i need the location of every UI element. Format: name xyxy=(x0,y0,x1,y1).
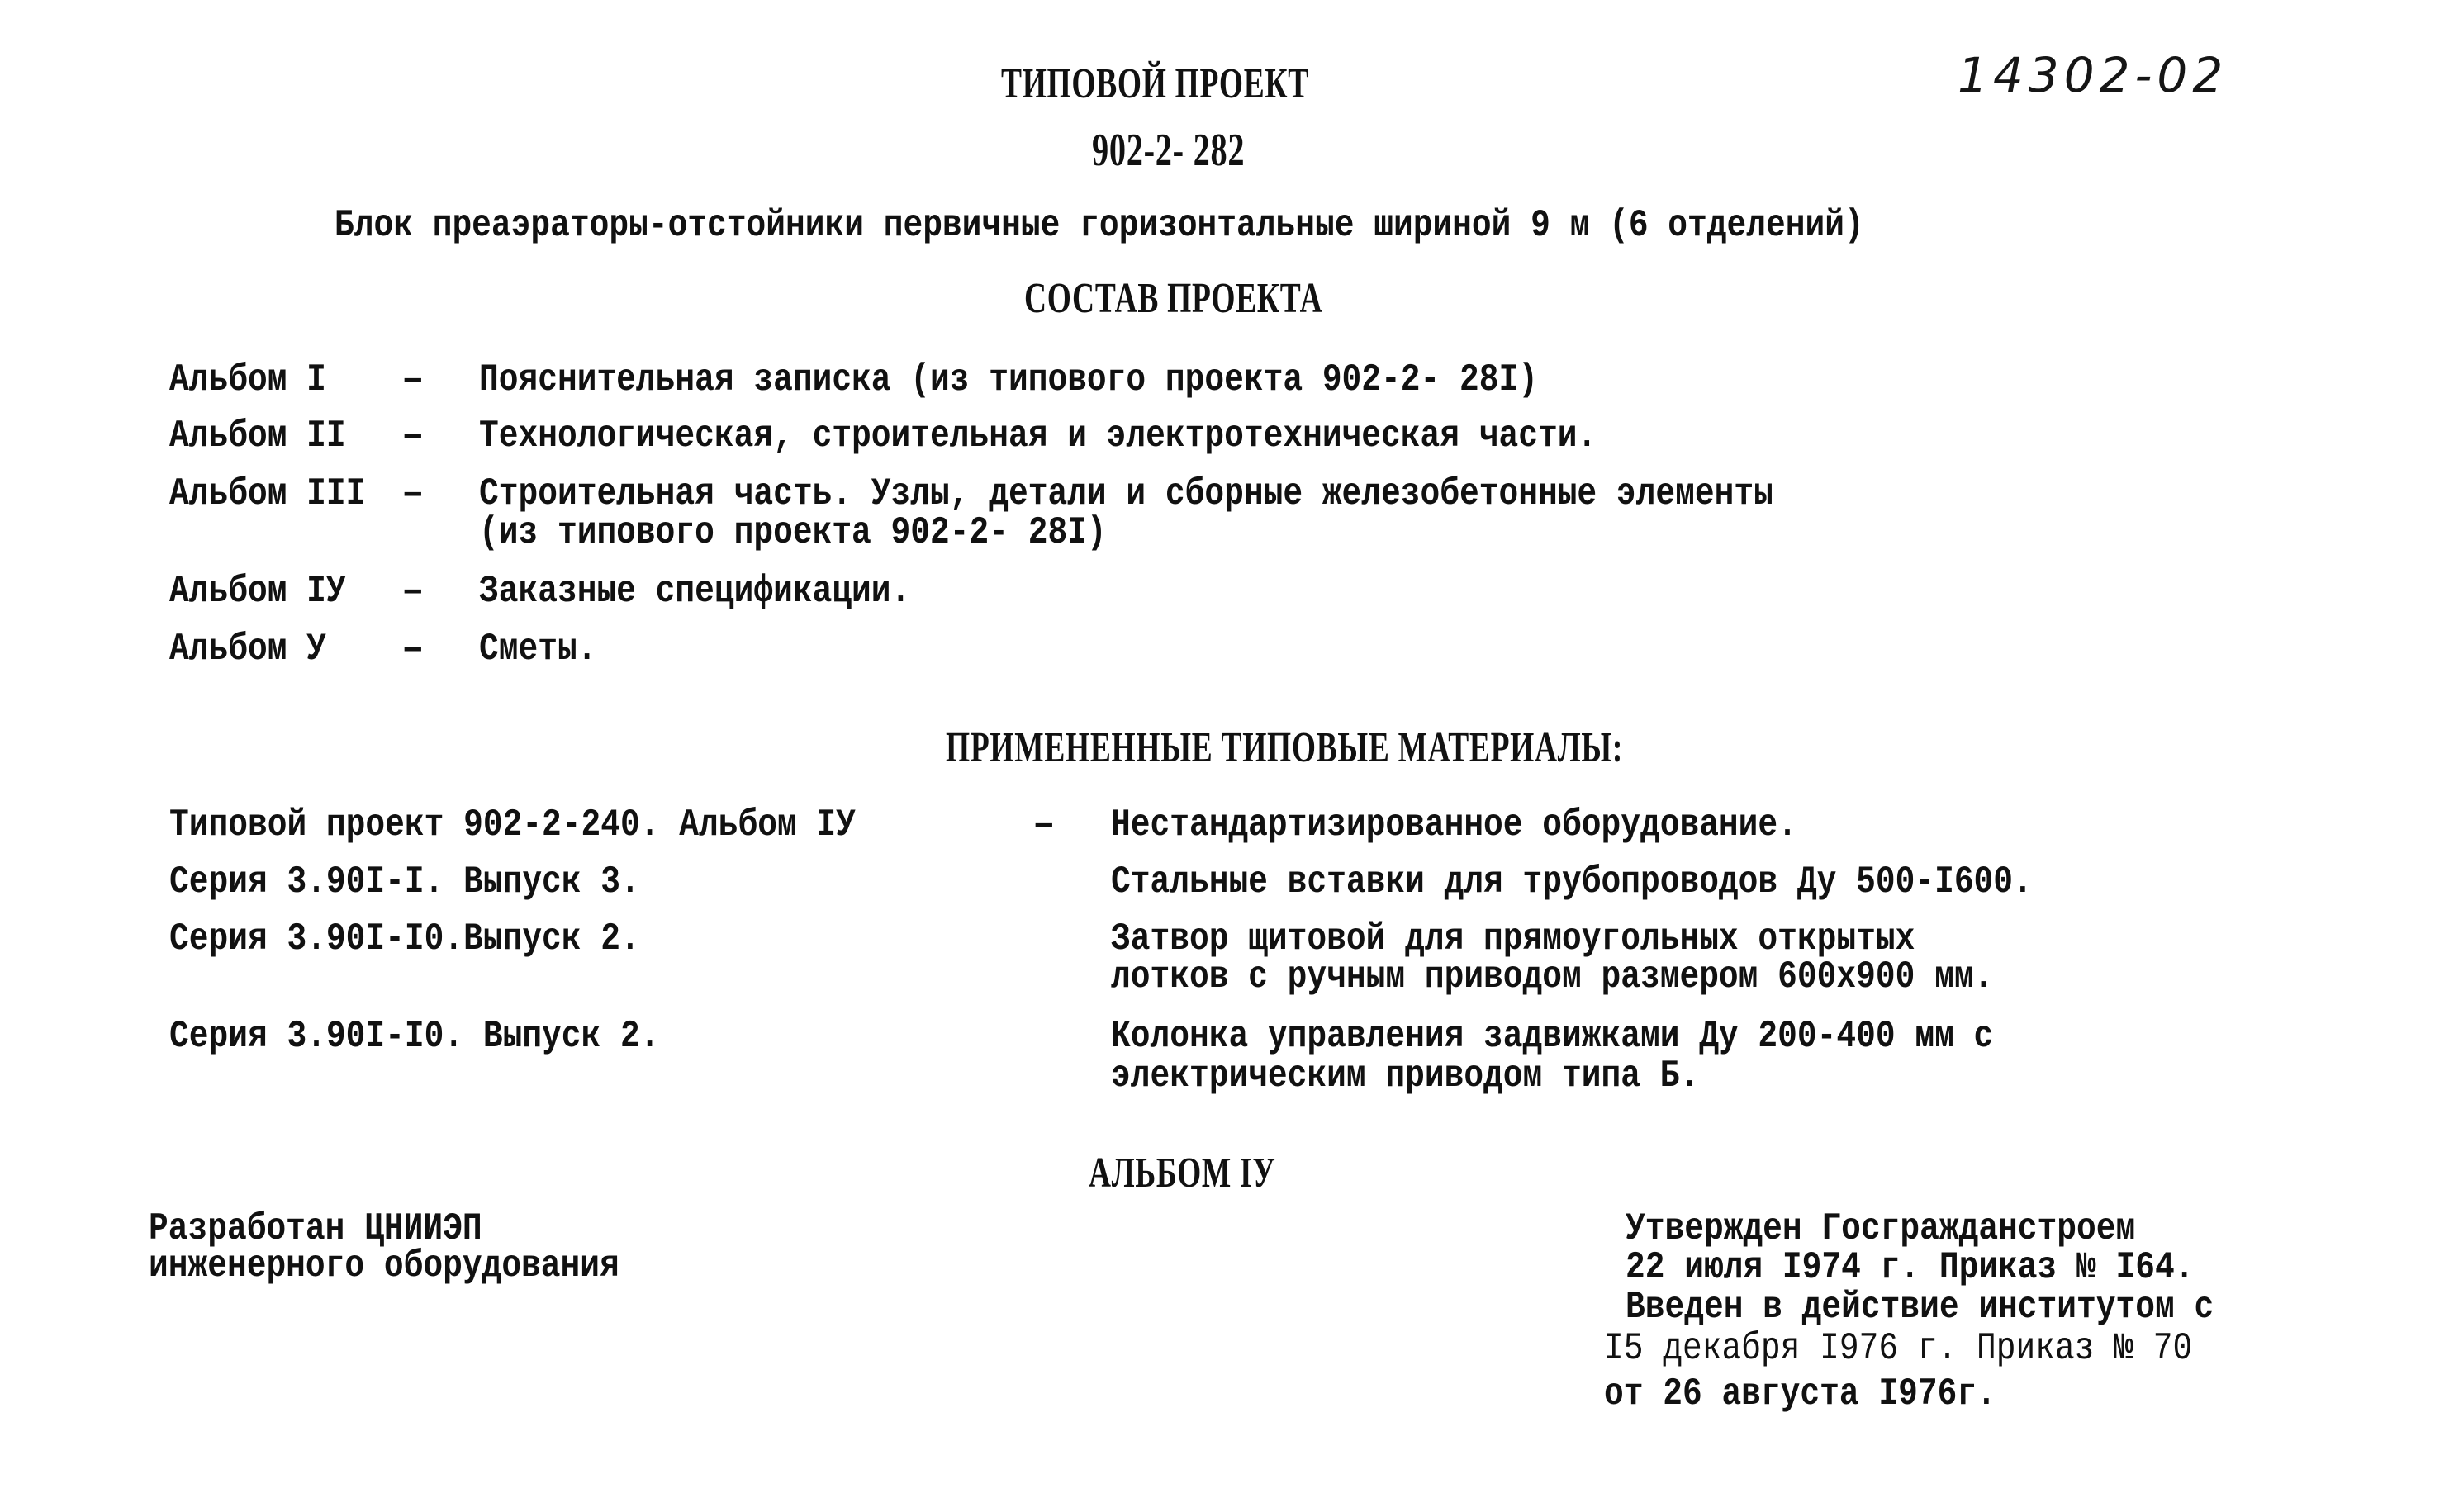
album-label: Альбом II xyxy=(169,415,346,457)
album-dash: – xyxy=(401,570,425,613)
album-dash: – xyxy=(401,358,425,401)
album-description: Сметы. xyxy=(479,628,597,671)
album-label: Альбом I xyxy=(169,358,326,401)
project-number: 902-2- 282 xyxy=(1092,125,1246,176)
album-dash: – xyxy=(401,472,425,515)
doc-type-heading: ТИПОВОЙ ПРОЕКТ xyxy=(1001,60,1309,107)
approval-line: от 26 августа I976г. xyxy=(1604,1372,1996,1415)
material-source: Серия 3.90I-I. Выпуск 3. xyxy=(169,860,640,903)
album-description: Заказные спецификации. xyxy=(479,570,911,613)
approval-line: Утвержден Госгражданстроем xyxy=(1626,1207,2136,1250)
album-label: Альбом III xyxy=(169,472,366,515)
album-description: Строительная часть. Узлы, детали и сборные железобетонные элементы xyxy=(479,472,1773,515)
album-description-continued: (из типового проекта 902-2- 28I) xyxy=(479,511,1107,554)
approval-line: I5 декабря I976 г. Приказ № 70 xyxy=(1604,1327,2193,1370)
album-label: Альбом IУ xyxy=(169,570,346,613)
approval-line: Введен в действие институтом с xyxy=(1626,1286,2214,1329)
album-dash: – xyxy=(401,628,425,671)
document-title: Блок преаэраторы-отстойники первичные горизонтальные шириной 9 м (6 отделений) xyxy=(335,204,1864,247)
material-dash: – xyxy=(1032,803,1056,846)
album-dash: – xyxy=(401,415,425,457)
material-description: Колонка управления задвижками Ду 200-400 мм с xyxy=(1111,1015,1994,1058)
archive-code: 14302-02 xyxy=(1958,47,2228,103)
material-source: Серия 3.90I-I0.Выпуск 2. xyxy=(169,917,640,960)
material-source: Типовой проект 902-2-240. Альбом IУ xyxy=(169,803,856,846)
material-description: Стальные вставки для трубопроводов Ду 500-I600. xyxy=(1111,860,2033,903)
material-description-continued: электрическим приводом типа Б. xyxy=(1111,1055,1700,1097)
developer-line: Разработан ЦНИИЭП xyxy=(149,1207,482,1250)
album-iv-label: АЛЬБОМ IУ xyxy=(1089,1149,1276,1197)
developer-line: инженерного оборудования xyxy=(149,1244,619,1287)
album-description: Технологическая, строительная и электротехническая части. xyxy=(479,415,1597,457)
material-description: Нестандартизированное оборудование. xyxy=(1111,803,1797,846)
material-description: Затвор щитовой для прямоугольных открытых xyxy=(1111,917,1915,960)
materials-heading: ПРИМЕНЕННЫЕ ТИПОВЫЕ МАТЕРИАЛЫ: xyxy=(946,724,1624,771)
composition-heading: СОСТАВ ПРОЕКТА xyxy=(1024,275,1323,322)
album-label: Альбом У xyxy=(169,628,326,671)
album-description: Пояснительная записка (из типового проекта 902-2- 28I) xyxy=(479,358,1538,401)
approval-line: 22 июля I974 г. Приказ № I64. xyxy=(1626,1246,2195,1289)
material-source: Серия 3.90I-I0. Выпуск 2. xyxy=(169,1015,660,1058)
material-description-continued: лотков с ручным приводом размером 600х900 мм. xyxy=(1111,955,1994,998)
